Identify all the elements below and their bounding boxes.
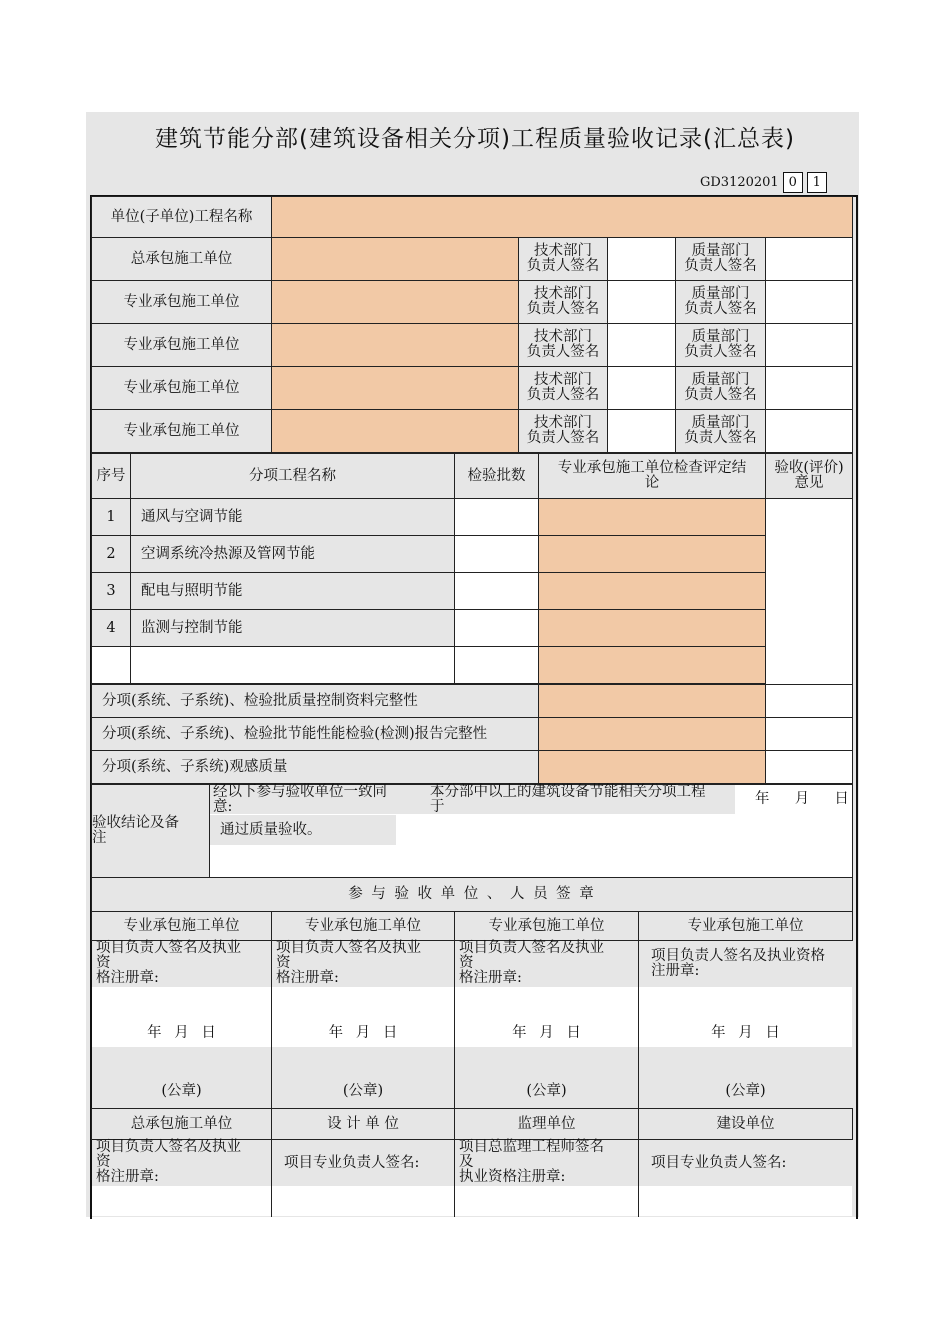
subitem-conclusion-field[interactable]: [538, 535, 766, 573]
tech-sign-label: 技术部门 负责人签名: [518, 323, 608, 367]
sign1-date[interactable]: 年 月 日: [272, 987, 454, 1047]
quality-sign-label: 质量部门 负责人签名: [675, 366, 766, 410]
tech-sign-field[interactable]: [607, 409, 676, 453]
subitem-batches-field[interactable]: [454, 535, 539, 573]
subitem-conclusion-field[interactable]: [538, 609, 766, 647]
check-conclusion-field[interactable]: [538, 750, 766, 784]
tech-sign-field[interactable]: [607, 323, 676, 367]
tech-sign-field[interactable]: [607, 237, 676, 281]
sign1-date[interactable]: 年 月 日: [639, 987, 852, 1047]
unit-label: 专业承包施工单位: [91, 323, 272, 367]
check-conclusion-field[interactable]: [538, 684, 766, 718]
unit-name-field[interactable]: [271, 366, 519, 410]
conclusion-line1b: 本分部中以上的建筑设备节能相关分项工程 于: [430, 784, 706, 815]
check-acceptance-field[interactable]: [765, 717, 853, 751]
unit-name-field[interactable]: [271, 280, 519, 324]
sign1-unit: 专业承包施工单位: [271, 911, 455, 941]
tech-sign-label: 技术部门 负责人签名: [518, 366, 608, 410]
sign1-seal[interactable]: (公章): [455, 1047, 638, 1109]
sign2-label: 项目总监理工程师签名 及 执业资格注册章:: [455, 1140, 638, 1186]
subitem-name: 配电与照明节能: [130, 572, 455, 610]
subitem-seq: 4: [91, 609, 131, 647]
check-label: 分项(系统、子系统)、检验批节能性能检验(检测)报告完整性: [91, 717, 539, 751]
sign2-unit: 监理单位: [454, 1108, 639, 1140]
sign1-person-label: 项目负责人签名及执业 资 格注册章:: [92, 941, 271, 987]
subitem-conclusion-field[interactable]: [538, 572, 766, 610]
subitem-conclusion-field[interactable]: [538, 498, 766, 536]
check-acceptance-field[interactable]: [765, 684, 853, 718]
quality-sign-field[interactable]: [765, 280, 853, 324]
subitem-name: [130, 646, 455, 684]
sign1-person-label: 项目负责人签名及执业 资 格注册章:: [272, 941, 454, 987]
unit-label: 专业承包施工单位: [91, 280, 272, 324]
subitem-name: 通风与空调节能: [130, 498, 455, 536]
sign1-divider: [454, 941, 455, 1110]
quality-sign-label: 质量部门 负责人签名: [675, 323, 766, 367]
acceptance-opinion-field[interactable]: [765, 498, 853, 685]
tech-sign-label: 技术部门 负责人签名: [518, 237, 608, 281]
project-name-field[interactable]: [271, 196, 853, 238]
sign1-unit: 专业承包施工单位: [638, 911, 853, 941]
tech-sign-field[interactable]: [607, 280, 676, 324]
sign1-person-label: 项目负责人签名及执业资格 注册章:: [639, 941, 852, 987]
sign2-label: 项目专业负责人签名:: [272, 1140, 454, 1186]
quality-sign-field[interactable]: [765, 409, 853, 453]
sign2-signature-field[interactable]: [272, 1186, 454, 1216]
subitem-seq: [91, 646, 131, 684]
sign2-label: 项目负责人签名及执业 资 格注册章:: [92, 1140, 271, 1186]
sign1-seal[interactable]: (公章): [272, 1047, 454, 1109]
form-code-box-1[interactable]: 0: [783, 172, 803, 193]
sign2-unit: 设 计 单 位: [271, 1108, 455, 1140]
quality-sign-field[interactable]: [765, 237, 853, 281]
sign2-divider: [271, 1140, 272, 1217]
sign1-divider: [638, 941, 639, 1110]
unit-label: 总承包施工单位: [91, 237, 272, 281]
sign1-date[interactable]: 年 月 日: [92, 987, 271, 1047]
quality-sign-label: 质量部门 负责人签名: [675, 280, 766, 324]
sign1-unit: 专业承包施工单位: [454, 911, 639, 941]
sign2-divider: [454, 1140, 455, 1217]
sign2-unit: 建设单位: [638, 1108, 853, 1140]
conclusion-label: 验收结论及备 注: [91, 784, 210, 878]
page-title: 建筑节能分部(建筑设备相关分项)工程质量验收记录(汇总表): [155, 126, 795, 152]
subitem-batches-field[interactable]: [454, 646, 539, 684]
check-acceptance-field[interactable]: [765, 750, 853, 784]
sign2-signature-field[interactable]: [455, 1186, 638, 1216]
subitem-name: 监测与控制节能: [130, 609, 455, 647]
subitem-seq: 1: [91, 498, 131, 536]
subitem-batches-field[interactable]: [454, 498, 539, 536]
sign1-unit: 专业承包施工单位: [91, 911, 272, 941]
sign1-divider: [271, 941, 272, 1110]
subitem-name: 空调系统冷热源及管网节能: [130, 535, 455, 573]
header-contractor-conclusion: 专业承包施工单位检查评定结 论: [538, 453, 766, 499]
conclusion-date: 年 月 日: [755, 791, 849, 807]
quality-sign-field[interactable]: [765, 366, 853, 410]
sign2-divider: [638, 1140, 639, 1217]
conclusion-line2: 通过质量验收。: [210, 815, 396, 845]
form-code: [700, 172, 827, 193]
signatures-header: 参 与 验 收 单 位 、 人 员 签 章: [91, 877, 853, 912]
subitem-batches-field[interactable]: [454, 609, 539, 647]
header-acceptance: 验收(评价) 意见: [765, 453, 853, 499]
sign1-person-label: 项目负责人签名及执业 资 格注册章:: [455, 941, 638, 987]
header-batches: 检验批数: [454, 453, 539, 499]
sign2-signature-field[interactable]: [639, 1186, 852, 1216]
unit-label: 专业承包施工单位: [91, 366, 272, 410]
sign2-unit: 总承包施工单位: [91, 1108, 272, 1140]
check-label: 分项(系统、子系统)、检验批质量控制资料完整性: [91, 684, 539, 718]
form-code-box-2[interactable]: 1: [807, 172, 827, 193]
sign2-signature-field[interactable]: [92, 1186, 271, 1216]
subitem-batches-field[interactable]: [454, 572, 539, 610]
form-code-text: GD3120201: [700, 175, 779, 190]
unit-label: 专业承包施工单位: [91, 409, 272, 453]
project-name-label: 单位(子单位)工程名称: [91, 196, 272, 238]
sign1-date[interactable]: 年 月 日: [455, 987, 638, 1047]
subitem-conclusion-field[interactable]: [538, 646, 766, 684]
sign2-label: 项目专业负责人签名:: [639, 1140, 852, 1186]
header-seq: 序号: [91, 453, 131, 499]
tech-sign-label: 技术部门 负责人签名: [518, 280, 608, 324]
sign1-seal[interactable]: (公章): [92, 1047, 271, 1109]
tech-sign-label: 技术部门 负责人签名: [518, 409, 608, 453]
check-conclusion-field[interactable]: [538, 717, 766, 751]
subitem-seq: 2: [91, 535, 131, 573]
check-label: 分项(系统、子系统)观感质量: [91, 750, 539, 784]
quality-sign-label: 质量部门 负责人签名: [675, 409, 766, 453]
unit-name-field[interactable]: [271, 409, 519, 453]
quality-sign-label: 质量部门 负责人签名: [675, 237, 766, 281]
unit-name-field[interactable]: [271, 237, 519, 281]
conclusion-line1a: 经以下参与验收单位一致同 意:: [213, 784, 387, 815]
tech-sign-field[interactable]: [607, 366, 676, 410]
subitem-seq: 3: [91, 572, 131, 610]
sign1-seal[interactable]: (公章): [639, 1047, 852, 1109]
unit-name-field[interactable]: [271, 323, 519, 367]
quality-sign-field[interactable]: [765, 323, 853, 367]
header-name: 分项工程名称: [130, 453, 455, 499]
